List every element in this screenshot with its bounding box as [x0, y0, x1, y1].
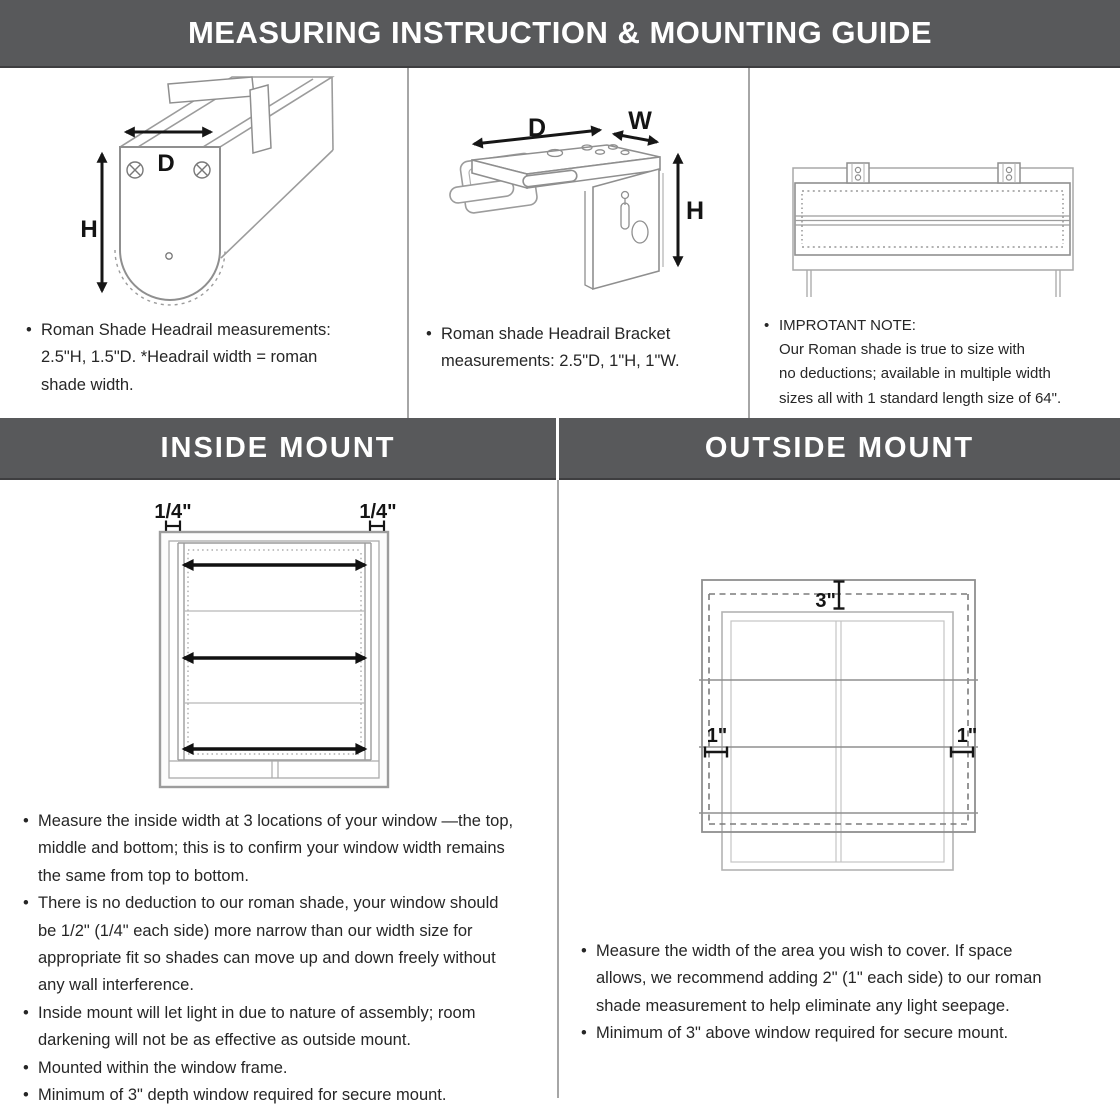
bullet-icon: •: [581, 1024, 587, 1043]
bullet-line: There is no deduction to our roman shade, your window should: [38, 894, 499, 913]
bullet-icon: •: [764, 317, 770, 334]
shade-fold-lines: [699, 680, 978, 813]
shade-legs: [807, 270, 1060, 297]
bullet-icon: •: [581, 942, 587, 960]
bullet-line: middle and bottom; this is to confirm your window width remains: [38, 839, 505, 858]
bullet-line: measurements: 2.5"D, 1"H, 1"W.: [441, 352, 680, 371]
bullet-lines: [779, 314, 1061, 411]
bullet-line: 2.5"H, 1.5"D. *Headrail width = roman: [41, 348, 318, 367]
left-gap-label: 1": [706, 725, 728, 747]
outside-mount-figure: [690, 570, 990, 875]
width-arrow: [614, 134, 657, 142]
bullet-item: [426, 321, 680, 376]
width-label: W: [628, 107, 652, 135]
section-header-inside-mount: [0, 418, 556, 480]
divider-column-1: [407, 68, 409, 418]
bullet-line: Minimum of 3" depth window required for secure mount.: [38, 1086, 447, 1105]
important-note-text: [764, 314, 1061, 411]
top-gap-label: 3": [815, 590, 836, 612]
bullet-lines: [596, 1020, 1008, 1047]
bullet-line: the same from top to bottom.: [38, 866, 249, 885]
bullet-line: Our Roman shade is true to size with: [779, 341, 1025, 359]
bullet-line: IMPROTANT NOTE:: [779, 317, 916, 334]
bullet-lines: [596, 938, 1042, 1020]
title-banner: [0, 0, 1120, 68]
headrail-front: [795, 183, 1070, 255]
depth-label: D: [527, 114, 547, 142]
shade-dashed-border: [706, 594, 968, 824]
bullet-line: Roman shade Headrail Bracket: [441, 325, 671, 343]
bullet-item: [23, 808, 513, 890]
bullet-line: allows, we recommend adding 2" (1" each side) to our roman: [596, 969, 1042, 988]
outside-mount-instructions: [581, 938, 1042, 1048]
bullet-line: Roman Shade Headrail measurements:: [41, 321, 331, 339]
bullet-item: [23, 1000, 513, 1055]
bracket-icon: [847, 163, 869, 183]
headrail-measurements-text: [26, 317, 331, 399]
bullet-icon: •: [23, 894, 29, 913]
headrail-figure: [35, 68, 405, 313]
bullet-line: Mounted within the window frame.: [38, 1058, 288, 1077]
inside-mount-title: INSIDE MOUNT: [160, 431, 396, 464]
bullet-line: darkening will not be as effective as outside mount.: [38, 1031, 411, 1050]
bullet-item: [764, 314, 1061, 411]
screw-icon: [194, 162, 210, 178]
right-gap-label: 1/4": [359, 501, 397, 523]
bullet-lines: [38, 1055, 287, 1082]
divider-column-2: [748, 68, 750, 418]
bullet-line: shade width.: [41, 375, 134, 394]
bullet-lines: [38, 1000, 475, 1055]
bullet-line: shade measurement to help eliminate any light seepage.: [596, 996, 1010, 1015]
bullet-lines: [41, 317, 331, 399]
bullet-icon: •: [23, 1058, 29, 1077]
bullet-lines: [441, 321, 680, 376]
bullet-line: Minimum of 3" above window required for secure mount.: [596, 1024, 1009, 1043]
divider-mount-sections: [557, 480, 559, 1098]
bullet-lines: [38, 1082, 446, 1109]
left-gap-label: 1/4": [154, 501, 192, 523]
right-gap-label: 1": [956, 725, 978, 747]
bullet-icon: •: [426, 325, 432, 343]
height-label: H: [80, 216, 98, 243]
bullet-line: sizes all with 1 standard length size of 64".: [779, 389, 1062, 407]
outside-mount-title: OUTSIDE MOUNT: [704, 431, 975, 464]
bullet-item: [581, 1020, 1042, 1047]
inside-mount-figure: [140, 490, 420, 802]
bullet-icon: •: [23, 1086, 29, 1105]
bullet-item: [581, 938, 1042, 1020]
mounted-headrail-figure: [780, 150, 1090, 300]
bracket-figure: [435, 85, 735, 310]
shade-outline: [702, 580, 975, 832]
bullet-line: appropriate fit so shades can move up and down freely without: [38, 949, 496, 968]
bullet-line: Measure the width of the area you wish to cover. If space: [596, 942, 1013, 960]
screw-icon: [127, 162, 143, 178]
bullet-lines: [38, 890, 498, 1000]
page-title: MEASURING INSTRUCTION & MOUNTING GUIDE: [187, 15, 933, 50]
bullet-icon: •: [23, 1003, 29, 1022]
depth-label: D: [157, 150, 175, 177]
bracket-measurements-text: [426, 321, 680, 376]
bullet-line: Inside mount will let light in due to nature of assembly; room: [38, 1003, 476, 1022]
bullet-lines: [38, 808, 513, 890]
headrail-end-bracket: [168, 77, 271, 153]
bullet-item: [23, 890, 513, 1000]
bullet-line: Measure the inside width at 3 locations of your window —the top,: [38, 812, 514, 830]
bullet-line: any wall interference.: [38, 976, 194, 995]
height-label: H: [685, 197, 705, 225]
right-gap-tick: [951, 747, 973, 758]
bracket-icon: [998, 163, 1020, 183]
bullet-item: [26, 317, 331, 399]
bullet-item: [23, 1055, 513, 1082]
section-header-outside-mount: [559, 418, 1120, 480]
bullet-line: no deductions; available in multiple width: [779, 365, 1051, 383]
bullet-item: [23, 1082, 513, 1109]
inside-mount-instructions: [23, 808, 513, 1109]
bullet-icon: •: [26, 321, 32, 339]
bullet-icon: •: [23, 812, 29, 830]
bullet-line: be 1/2" (1/4" each side) more narrow than our width size for: [38, 921, 473, 940]
gap-tick-marks: [166, 521, 384, 532]
